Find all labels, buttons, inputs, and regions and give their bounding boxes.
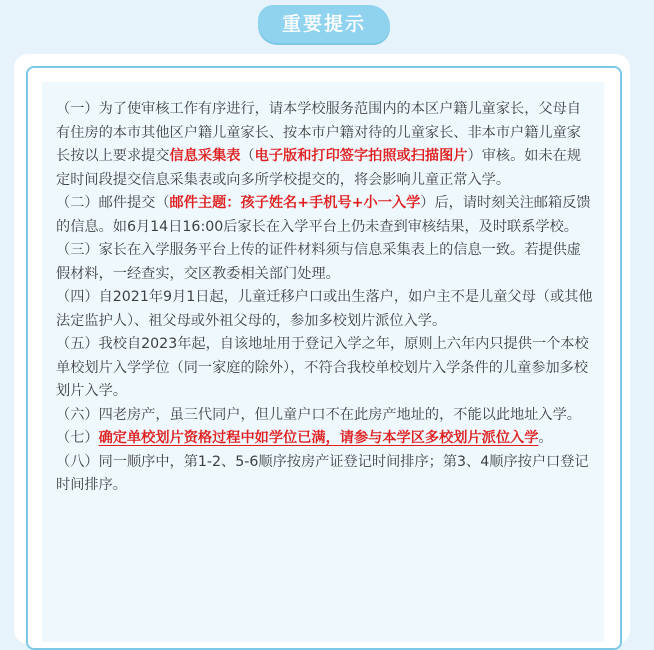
paragraph-2-text-a: （二）邮件提交（	[56, 195, 170, 211]
paragraph-1-text-b: （	[240, 148, 255, 164]
paragraph-1-text-a: （一）为了使审核工作有序进行，请本学校服务范围内的本区户籍儿童家长，父母自有住房的本市其他区户籍儿童家长、按本市户籍对待的儿童家长、非本市户籍儿童家长按以上要求提交	[56, 101, 581, 164]
paragraph-7-text-b: 。	[538, 430, 553, 446]
paragraph-1-text-c: ）审核。如未在规定时间段提交信息采集表或向多所学校提交的，将会影响儿童正常入学。	[56, 148, 582, 188]
paragraph-1-highlight-a: 信息采集表	[169, 148, 241, 164]
paragraph-2-text-b: ）后，请时刻关注邮箱反馈的信息。如6月14日16:00后家长在入学平台上仍未查到审核结果，及时联系学校。	[56, 195, 591, 235]
paragraph-8: （八）同一顺序中，第1-2、5-6顺序按房产证登记时间排序；第3、4顺序按户口登记时间排序。	[56, 453, 589, 493]
paragraph-2	[56, 192, 594, 239]
title-badge	[258, 5, 390, 43]
paragraph-7	[56, 427, 594, 451]
paragraph-7-highlight: 确定单校划片资格过程中如学位已满，请参与本学区多校划片派位入学	[98, 430, 539, 446]
paragraph-4: （四）自2021年9月1日起，儿童迁移户口或出生落户，如户主不是儿童父母（或其他法定监护人）、祖父母或外祖父母的，参加多校划片派位入学。	[56, 289, 593, 329]
notice-text	[56, 98, 594, 498]
section-title: 重要提示	[281, 13, 366, 35]
paragraph-1	[56, 98, 594, 192]
paragraph-5: （五）我校自2023年起，自该地址用于登记入学之年，原则上六年内只提供一个本校单校划片入学学位（同一家庭的除外），不符合我校单校划片入学条件的儿童参加多校划片入学。	[56, 336, 589, 399]
paragraph-1-highlight-b: 电子版和打印签字拍照或扫描图片	[254, 148, 468, 164]
paragraph-2-highlight: 邮件主题：孩子姓名+手机号+小一入学	[169, 195, 421, 211]
paragraph-7-text-a: （七）	[56, 430, 99, 446]
paragraph-6: （六）四老房产，虽三代同户，但儿童户口不在此房产地址的，不能以此地址入学。	[56, 406, 581, 423]
paragraph-3: （三）家长在入学服务平台上传的证件材料须与信息采集表上的信息一致。若提供虚假材料，一经查实，交区教委相关部门处理。	[56, 242, 581, 282]
